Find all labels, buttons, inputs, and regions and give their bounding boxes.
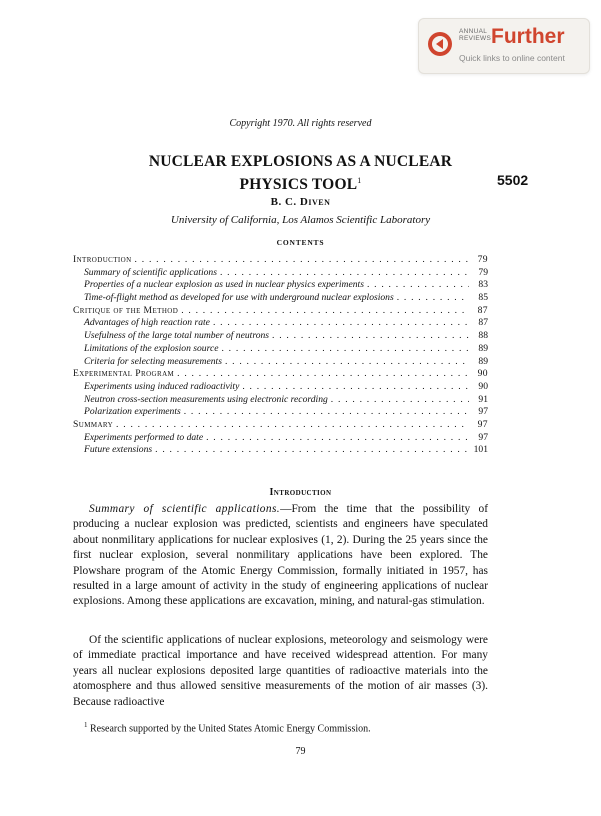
title-line-2: PHYSICS TOOL$^1$ (239, 176, 362, 194)
toc-entry-page: 79 (477, 254, 488, 265)
footnote-mark: 1 (84, 721, 88, 729)
toc-leader-dots (135, 254, 469, 265)
toc-entry-page: 87 (478, 317, 488, 329)
toc-leader-dots (242, 381, 469, 392)
title-line-1: NUCLEAR EXPLOSIONS AS A NUCLEAR (148, 153, 453, 170)
title-footnote-mark: 1 (357, 176, 362, 185)
annual-reviews-label: ANNUAL REVIEWS (459, 28, 492, 42)
toc-entry[interactable] (73, 305, 488, 318)
toc-leader-dots (225, 356, 469, 367)
toc-entry-label: Experimental Program (73, 368, 175, 380)
toc-entry-page: 88 (478, 330, 488, 342)
toc-entry[interactable] (73, 317, 488, 330)
toc-entry-page: 90 (478, 380, 488, 392)
toc-entry[interactable] (73, 279, 488, 292)
toc-entry[interactable] (73, 419, 488, 432)
toc-entry-label: Summary (73, 418, 114, 430)
toc-entry[interactable] (73, 406, 488, 419)
toc-entry-page: 91 (478, 393, 488, 405)
toc-entry-page: 83 (478, 279, 488, 291)
toc-entry-page: 89 (478, 355, 488, 367)
toc-entry[interactable] (73, 356, 488, 369)
toc-entry-page: 97 (477, 418, 488, 430)
toc-entry[interactable] (73, 368, 488, 381)
toc-entry[interactable] (73, 381, 488, 394)
toc-entry-label: Polarization experiments (84, 406, 181, 418)
toc-entry-label: Limitations of the explosion source (84, 342, 219, 354)
paragraph-1-body: —From the time that the possibility of producing a nuclear explosion was predicted, scientists and engineers have speculated about nonmilitary applications for nuclear explosives (1, 2). During the 25 years since the first nuclear explosion, several nonmilitary applications have been explored. The Plowshare program of the Atomic Energy Commission, formally initiated in 1957, has resulted in a large amount of activity in the study of engineering applications of nuclear explosions. Among these applications are excavation, mining, and natural-gas stimulation. (73, 503, 489, 608)
toc-leader-dots (184, 406, 469, 417)
toc-entry-page: 101 (473, 444, 488, 456)
toc-entry[interactable] (73, 444, 488, 457)
toc-entry-label: Usefulness of the large total number of neutrons (84, 330, 270, 342)
toc-entry-label: Summary of scientific applications (84, 266, 217, 278)
toc-entry-label: Properties of a nuclear explosion as used in nuclear physics experiments (84, 279, 364, 291)
toc-entry-page: 79 (478, 266, 488, 278)
toc-entry-page: 97 (478, 431, 488, 443)
toc-entry-page: 97 (478, 406, 488, 418)
contents-heading: CONTENTS (276, 238, 325, 247)
paragraph-2: Of the scientific applications of nuclear explosions, meteorology and seismology were of immediate practical importance and have received widespread attention. For many years all nuclear explosions deposited large quantities of radioactive materials into the atomosphere and thus allowed sensitive measurements of the motion of air masses (3). Because radioactive (73, 634, 488, 708)
toc-leader-dots (272, 330, 469, 341)
toc-leader-dots (213, 317, 469, 328)
toc-entry[interactable] (73, 330, 488, 343)
toc-entry-label: Experiments using induced radioactivity (84, 380, 240, 392)
paragraph-1 (73, 502, 488, 610)
toc-entry[interactable] (73, 394, 488, 407)
further-badge[interactable] (418, 18, 590, 74)
author-affiliation: University of California, Los Alamos Scientific Laboratory (170, 214, 431, 226)
footnote (84, 721, 488, 734)
author-name: B. C. Diven (270, 196, 331, 208)
toc-leader-dots (116, 419, 469, 430)
toc-entry[interactable] (73, 292, 488, 305)
toc-entry-label: Introduction (73, 254, 132, 265)
toc-leader-dots (367, 279, 469, 290)
toc-leader-dots (221, 343, 469, 354)
table-of-contents (73, 254, 488, 457)
run-in-heading: Summary of scientific applications. (89, 503, 281, 515)
further-play-icon (427, 31, 453, 57)
toc-entry-label: Criteria for selecting measurements (84, 355, 222, 367)
accession-code: 5502 (497, 172, 529, 188)
copyright-notice: Copyright 1970. All rights reserved (229, 118, 372, 129)
section-heading: Introduction (269, 487, 332, 498)
toc-leader-dots (181, 305, 469, 316)
further-subtitle: Quick links to online content (459, 53, 565, 63)
toc-leader-dots (206, 432, 469, 443)
toc-entry-label: Advantages of high reaction rate (84, 317, 210, 329)
toc-entry-page: 90 (477, 368, 488, 380)
toc-entry[interactable] (73, 343, 488, 356)
footnote-text: Research supported by the United States Atomic Energy Commission. (90, 723, 371, 735)
toc-leader-dots (331, 394, 469, 405)
further-brand: Further (491, 25, 565, 48)
toc-entry-page: 85 (478, 292, 488, 304)
toc-entry[interactable] (73, 254, 488, 267)
toc-entry-page: 87 (477, 304, 488, 316)
toc-leader-dots (155, 444, 469, 455)
toc-leader-dots (220, 267, 469, 278)
toc-leader-dots (177, 368, 469, 379)
toc-entry-label: Future extensions (84, 444, 153, 456)
toc-entry-label: Critique of the Method (73, 304, 179, 316)
page-number: 79 (295, 746, 306, 757)
toc-entry-label: Experiments performed to date (84, 431, 204, 443)
toc-entry-label: Neutron cross-section measurements using electronic recording (84, 393, 328, 405)
toc-entry[interactable] (73, 432, 488, 445)
toc-entry-label: Time-of-flight method as developed for use with underground nuclear explosions (84, 292, 394, 304)
toc-leader-dots (397, 292, 469, 303)
toc-entry[interactable] (73, 267, 488, 280)
toc-entry-page: 89 (478, 342, 488, 354)
